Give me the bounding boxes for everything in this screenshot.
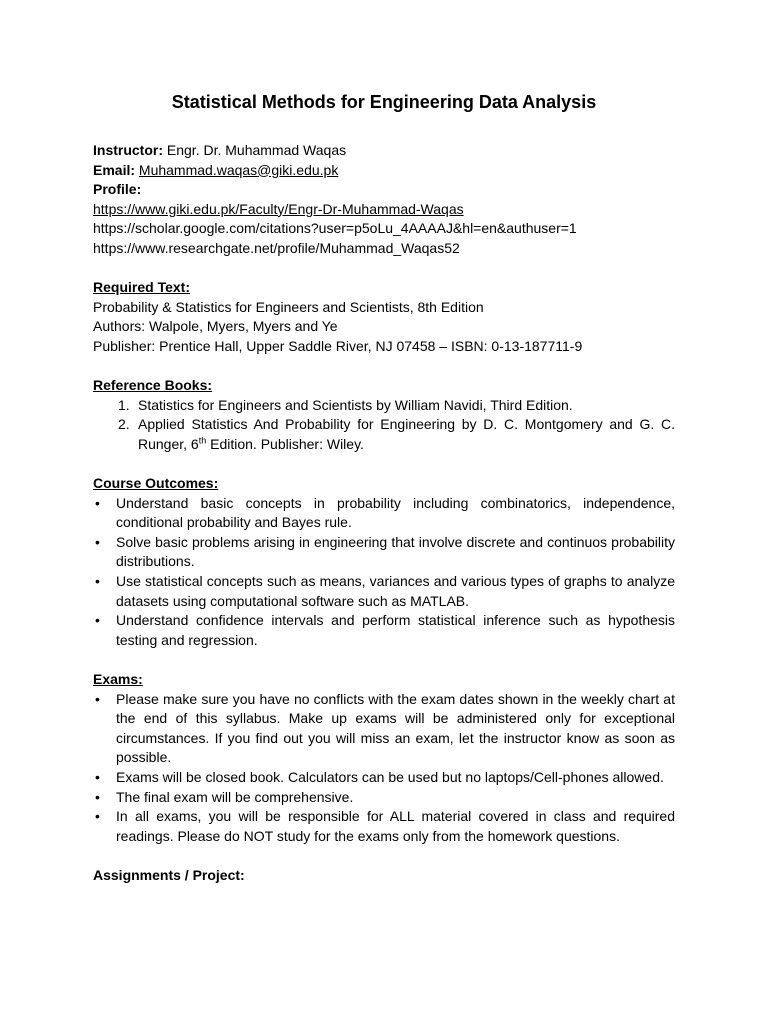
bullet-icon: •: [95, 612, 100, 629]
outcome-text: Solve basic problems arising in engineering that involve discrete and continuos probability distributions.: [116, 533, 675, 570]
exam-rule-text: Exams will be closed book. Calculators can be used but no laptops/Cell-phones allowed.: [116, 769, 664, 785]
bullet-icon: •: [95, 690, 100, 707]
list-number: 1.: [118, 396, 130, 413]
profile-link-researchgate[interactable]: https://www.researchgate.net/profile/Muhammad_Waqas52: [93, 239, 460, 256]
email-label: Email:: [93, 161, 136, 178]
profile-link-scholar[interactable]: https://scholar.google.com/citations?user=p5oLu_4AAAAJ&hl=en&authuser=1: [93, 220, 577, 237]
bullet-icon: •: [95, 788, 100, 805]
required-text-heading: Required Text:: [93, 279, 190, 296]
document-title: Statistical Methods for Engineering Data Analysis: [171, 92, 597, 112]
list-item: [93, 690, 675, 768]
reference-books-heading: Reference Books:: [93, 377, 213, 394]
exam-rule-text: Please make sure you have no conflicts with the exam dates shown in the weekly chart at the end of this syllabus. Make up exams will be administered only for exceptional circumstances. If you find out you will miss an exam, let the instructor know as soon as possible.: [116, 690, 675, 766]
list-number: 2.: [118, 416, 130, 433]
instructor-name: Engr. Dr. Muhammad Waqas: [166, 142, 347, 158]
list-item: [93, 788, 675, 808]
exam-rule-text: In all exams, you will be responsible for ALL material covered in class and required readings. Please do NOT study for the exams only from the homework questions.: [116, 808, 675, 844]
list-item: [93, 415, 675, 454]
course-outcomes-list: [93, 494, 675, 651]
outcome-text: Understand confidence intervals and perform statistical inference such as hypothesis testing and regression.: [116, 612, 675, 648]
exams-heading: Exams:: [93, 671, 143, 688]
list-item: [93, 768, 675, 788]
profile-link-giki[interactable]: https://www.giki.edu.pk/Faculty/Engr-Dr-Muhammad-Waqas: [93, 200, 464, 217]
list-item: [93, 494, 675, 533]
required-text-book: Probability & Statistics for Engineers and Scientists, 8th Edition: [93, 298, 484, 315]
outcome-text: Understand basic concepts in probability including combinatorics, independence, conditional probability and Bayes rule.: [116, 494, 675, 531]
course-outcomes-heading: Course Outcomes:: [93, 475, 219, 492]
list-item: [93, 572, 675, 611]
profile-label: Profile:: [93, 181, 142, 198]
exams-list: [93, 690, 675, 847]
edition-superscript: th: [198, 435, 207, 446]
reference-book-text: Applied Statistics And Probability for Engineering by D. C. Montgomery and G. C. Runger, 6: [138, 416, 675, 452]
bullet-icon: •: [95, 494, 100, 511]
instructor-line: [93, 141, 675, 161]
outcome-text: Use statistical concepts such as means, variances and various types of graphs to analyze datasets using computational software such as MATLAB.: [116, 573, 675, 609]
bullet-icon: •: [95, 769, 100, 785]
email-line: [93, 161, 675, 181]
assignments-heading: Assignments / Project:: [93, 866, 245, 883]
document-content: [93, 89, 675, 886]
bullet-icon: •: [95, 533, 100, 550]
reference-book-text-end: Edition. Publisher: Wiley.: [206, 435, 364, 452]
required-text-authors: Authors: Walpole, Myers, Myers and Ye: [93, 318, 338, 335]
bullet-icon: •: [95, 808, 100, 825]
list-item: [93, 807, 675, 846]
list-item: [93, 396, 675, 416]
reference-books-list: [93, 396, 675, 455]
list-item: [93, 611, 675, 650]
exam-rule-text: The final exam will be comprehensive.: [116, 788, 354, 805]
list-item: [93, 533, 675, 572]
email-link[interactable]: Muhammad.waqas@giki.edu.pk: [138, 161, 339, 178]
reference-book-text: Statistics for Engineers and Scientists by William Navidi, Third Edition.: [138, 396, 573, 413]
required-text-publisher: Publisher: Prentice Hall, Upper Saddle River, NJ 07458 – ISBN: 0-13-187711-9: [93, 337, 583, 354]
bullet-icon: •: [95, 573, 100, 590]
instructor-label: Instructor:: [93, 142, 163, 158]
